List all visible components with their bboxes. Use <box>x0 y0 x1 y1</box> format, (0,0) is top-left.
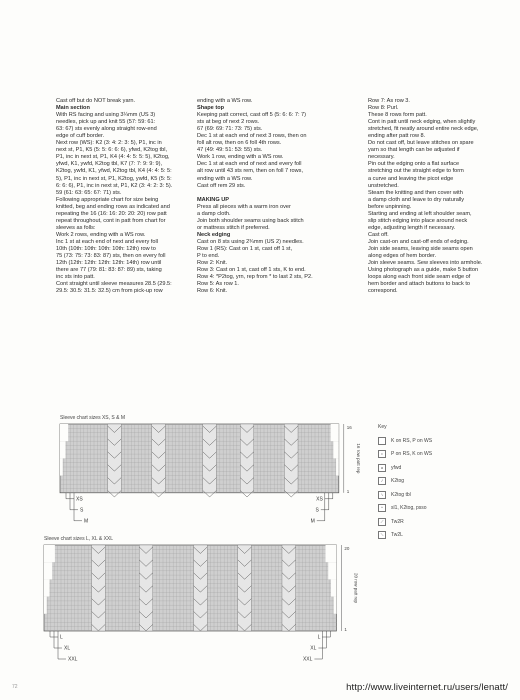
text-line: P to end. <box>197 252 220 259</box>
shaping-step-left <box>60 458 63 475</box>
text-line: Row 1 (RS): Cast on 1 st, cast off 1 st, <box>197 245 293 252</box>
repeat-label: 20 row patt rep <box>353 572 359 604</box>
text-line: a damp cloth and leave to dry naturally <box>368 196 465 203</box>
text-line: 5), P1, inc in next st, P1, K2tog, ywfd, K5 (5: 5: <box>56 175 172 182</box>
shaping-step-right <box>331 579 336 596</box>
text-line: stretching out the straight edge to form <box>368 168 464 175</box>
size-label-left: XXL <box>68 656 78 663</box>
text-line: yfwd, K1, ywfd, K2tog tbl, K7 (7: 7: 9: 9: 9), <box>56 161 163 168</box>
shaping-step-left <box>60 441 65 458</box>
row-number-top: 20 <box>344 546 350 551</box>
text-line: Dec 1 st at each end of next 3 rows, then on <box>197 133 307 140</box>
sleeve-chart-xs-s-m <box>54 420 374 530</box>
key-title: Key <box>378 424 387 430</box>
text-line: Cast on 8 sts using 2¾mm (US 2) needles. <box>197 238 304 245</box>
text-line: a damp cloth. <box>197 210 231 217</box>
shaping-step-left <box>44 597 47 614</box>
slash-square-icon: / <box>378 477 386 485</box>
text-line: necessary. <box>368 154 395 161</box>
row-number-bottom: 1 <box>346 488 350 494</box>
text-line: ending with a WS row. <box>197 175 253 182</box>
text-line: Row 8: Purl. <box>368 105 399 112</box>
text-line: sts at beg of next 2 rows. <box>197 119 260 126</box>
text-line: 12th (12th: 12th: 12th: 12th: 14th) row until <box>56 260 162 267</box>
shaping-step-right <box>336 458 339 475</box>
shaping-step-left <box>44 579 49 596</box>
text-line: ending after patt row 8. <box>368 133 426 140</box>
text-line: ending with a WS row. <box>197 98 253 104</box>
text-line: Steam the knitting and then cover with <box>368 189 463 196</box>
size-label-right: S <box>315 507 319 514</box>
size-label-left: S <box>80 507 84 514</box>
text-line: Row 7: As row 3. <box>368 98 410 104</box>
key-item <box>378 488 498 502</box>
size-label-left: XL <box>64 645 71 652</box>
instructions-column-3 <box>368 98 500 295</box>
text-line: alt row until 43 sts rem, then on foll 7 rows, <box>197 168 304 175</box>
text-line: repeat throughout, cont in patt from chart for <box>56 217 166 224</box>
text-line: repeating the 16 (16: 16: 20: 20: 20) row patt <box>56 210 167 217</box>
dot-square-icon: • <box>378 450 386 458</box>
chart2-title: Sleeve chart sizes L, XL & XXL <box>44 536 114 542</box>
text-line: 47 (49: 49: 51: 53: 55) sts. <box>197 147 263 154</box>
text-line: Cast off rem 29 sts. <box>197 182 246 189</box>
text-line: Cont in patt until neck edging, when slightly <box>368 119 476 126</box>
shaping-step-right <box>328 562 336 579</box>
text-line: Inc 1 st at each end of next and every foll <box>56 238 158 245</box>
text-line: loops along each front side seam edge of <box>368 274 471 281</box>
text-line: Main section <box>56 105 90 112</box>
text-line: before unpinning. <box>368 203 412 210</box>
chart-key <box>378 424 498 542</box>
instructions-column-2 <box>197 98 359 295</box>
key-label: K2tog tbl <box>391 491 411 498</box>
key-label: sl1, K2tog, psso <box>391 505 427 512</box>
key-label: Tw2L <box>391 532 403 539</box>
key-item <box>378 461 498 475</box>
text-line: Cast off but do NOT break yarn. <box>56 98 136 104</box>
text-line: Neck edging <box>197 231 231 238</box>
text-line: Next row (WS): K2 (3: 4: 2: 3: 5), P1, inc in <box>56 140 162 147</box>
text-line: slip stitch edging into place around neck <box>368 217 468 224</box>
text-line: Join sleeve seams. Sew sleeves into armhole. <box>368 260 483 267</box>
shaping-step-left <box>44 545 55 562</box>
text-line: 6: 6: 6), P1, inc in next st, P1, K2 (3: 4: 2: 3: 5). <box>56 182 173 189</box>
size-label-left: L <box>60 634 63 641</box>
text-line: 10th (10th: 10th: 10th: 10th: 12th) row to <box>56 245 156 252</box>
text-line: These 8 rows form patt. <box>368 112 427 119</box>
text-line: edge of cuff border. <box>56 133 105 140</box>
chart1-title: Sleeve chart sizes XS, S & M <box>60 415 126 421</box>
text-line: Join both shoulder seams using back stitch <box>197 217 304 224</box>
text-line: knitted, beg and ending rows as indicated and <box>56 203 170 210</box>
text-line: Cast off. <box>368 231 389 238</box>
text-line: Row 6: Knit. <box>197 288 228 295</box>
instructions-column-1 <box>56 98 178 295</box>
key-label: yfwd <box>391 464 402 471</box>
text-line: or mattress stitch if preferred. <box>197 224 270 231</box>
text-line: next st, P1, K5 (5: 5: 6: 6: 6), yfwd, K2tog tbl, <box>56 147 167 154</box>
text-line: stretched, fit neatly around entire neck edge, <box>368 126 479 133</box>
repeat-label: 16 row patt rep <box>355 443 361 474</box>
text-line: hem border and attach buttons to back to <box>368 281 470 288</box>
shaping-step-left <box>60 424 68 441</box>
page-number: 72 <box>12 684 18 690</box>
sleeve-chart-l-xl-xxl <box>38 541 374 671</box>
text-line: Pin out the edging onto a flat surface <box>368 161 460 168</box>
text-line: Using photograph as a guide, make 5 button <box>368 267 479 274</box>
text-line: Dec 1 st at each end of next and every foll <box>197 161 302 168</box>
text-line: Work 2 rows, ending with a WS row. <box>56 231 146 238</box>
text-line: there are 77 (79: 81: 83: 87: 89) sts, taking <box>56 267 162 274</box>
text-line: Row 5: As row 1. <box>197 281 239 288</box>
text-line: yarn so that length can be adjusted if <box>368 147 460 154</box>
text-line: Press all pieces with a warm iron over <box>197 203 291 210</box>
text-line: a curve and leaving the picot edge <box>368 175 454 182</box>
text-line: 29.5: 30.5: 31.5: 32.5) cm from pick-up row <box>56 288 163 295</box>
text-line <box>197 190 359 197</box>
key-item <box>378 515 498 529</box>
key-label: Tw2R <box>391 518 404 525</box>
twist-right-icon: ⟋ <box>378 518 386 526</box>
size-label-right: L <box>317 634 321 641</box>
text-line: Following appropriate chart for size being <box>56 196 159 203</box>
size-label-right: XXL <box>302 656 313 663</box>
text-line: Join cast-on and cast-off ends of edging. <box>368 238 469 245</box>
text-line: Starting and ending at left shoulder seam, <box>368 210 472 217</box>
text-line: foll alt row, then on 6 foll 4th rows. <box>197 140 282 147</box>
text-line: correspond. <box>368 288 398 295</box>
text-line: edge, adjusting length if necessary. <box>368 224 456 231</box>
text-line: Work 1 row, ending with a WS row. <box>197 154 284 161</box>
size-label-right: M <box>310 518 315 525</box>
shaping-step-right <box>333 441 338 458</box>
key-item <box>378 434 498 448</box>
text-line: Row 3: Cast on 1 st, cast off 1 sts, K to end. <box>197 267 306 274</box>
size-label-left: M <box>84 518 89 525</box>
circle-square-icon: o <box>378 464 386 472</box>
text-line: Row 2: Knit. <box>197 260 228 267</box>
text-line: sleeves as folls: <box>56 224 96 231</box>
text-line: unstretched. <box>368 182 399 189</box>
key-label: P on RS, K on WS <box>391 451 433 458</box>
text-line: Shape top <box>197 105 225 112</box>
text-line: P1, inc in next st, P1, K4 (4: 4: 5: 5: 5), K2tog, <box>56 154 170 161</box>
text-line: K2tog, ywfd, K1, yfwd, K2tog tbl, K4 (4: 4: 5: 5: <box>56 168 172 175</box>
shaping-step-left <box>44 562 52 579</box>
size-label-left: XS <box>76 496 83 503</box>
shaping-step-right <box>326 545 337 562</box>
row-number-top: 16 <box>346 425 352 430</box>
text-line: Row 4: *P2tog, yrn, rep from * to last 2 sts, P2. <box>197 274 313 281</box>
text-line: With RS facing and using 3¼mm (US 3) <box>56 112 156 119</box>
triangle-square-icon: ^ <box>378 504 386 512</box>
text-line: Do not cast off, but leave stitches on spare <box>368 140 474 147</box>
row-number-bottom: 1 <box>344 627 347 632</box>
backslash-square-icon: \ <box>378 491 386 499</box>
source-url[interactable]: http://www.liveinternet.ru/users/lenatt/ <box>346 682 508 693</box>
twist-left-icon: ⟍ <box>378 531 386 539</box>
size-label-right: XL <box>310 645 317 652</box>
text-line: needles, pick up and knit 55 (57: 59: 61: <box>56 119 156 126</box>
text-line: 63: 67) sts evenly along straight row-end <box>56 126 157 133</box>
text-line: 59 (61: 63: 65: 67: 71) sts. <box>56 189 122 196</box>
key-item <box>378 448 498 462</box>
size-label-right: XS <box>316 496 323 503</box>
text-line: inc sts into patt. <box>56 274 95 281</box>
text-line: 67 (69: 69: 71: 73: 75) sts. <box>197 126 263 133</box>
key-item <box>378 502 498 516</box>
text-line: along edges of hem border. <box>368 253 437 260</box>
text-line: Cont straight until sleeve measures 28.5 (29.5: <box>56 281 172 288</box>
blank-square-icon <box>378 437 386 445</box>
shaping-step-right <box>334 597 337 614</box>
shaping-step-right <box>331 424 339 441</box>
text-line: MAKING UP <box>197 196 230 203</box>
key-item <box>378 475 498 489</box>
text-line: Join side seams, leaving side seams open <box>368 245 473 252</box>
text-line: Keeping patt correct, cast off 5 (5: 6: 6: 7: 7) <box>197 112 307 119</box>
key-label: K on RS, P on WS <box>391 437 433 444</box>
key-label: K2tog <box>391 478 405 485</box>
key-item <box>378 529 498 543</box>
text-line: 75 (73: 75: 73: 83: 87) sts, then on every foll <box>56 253 166 260</box>
